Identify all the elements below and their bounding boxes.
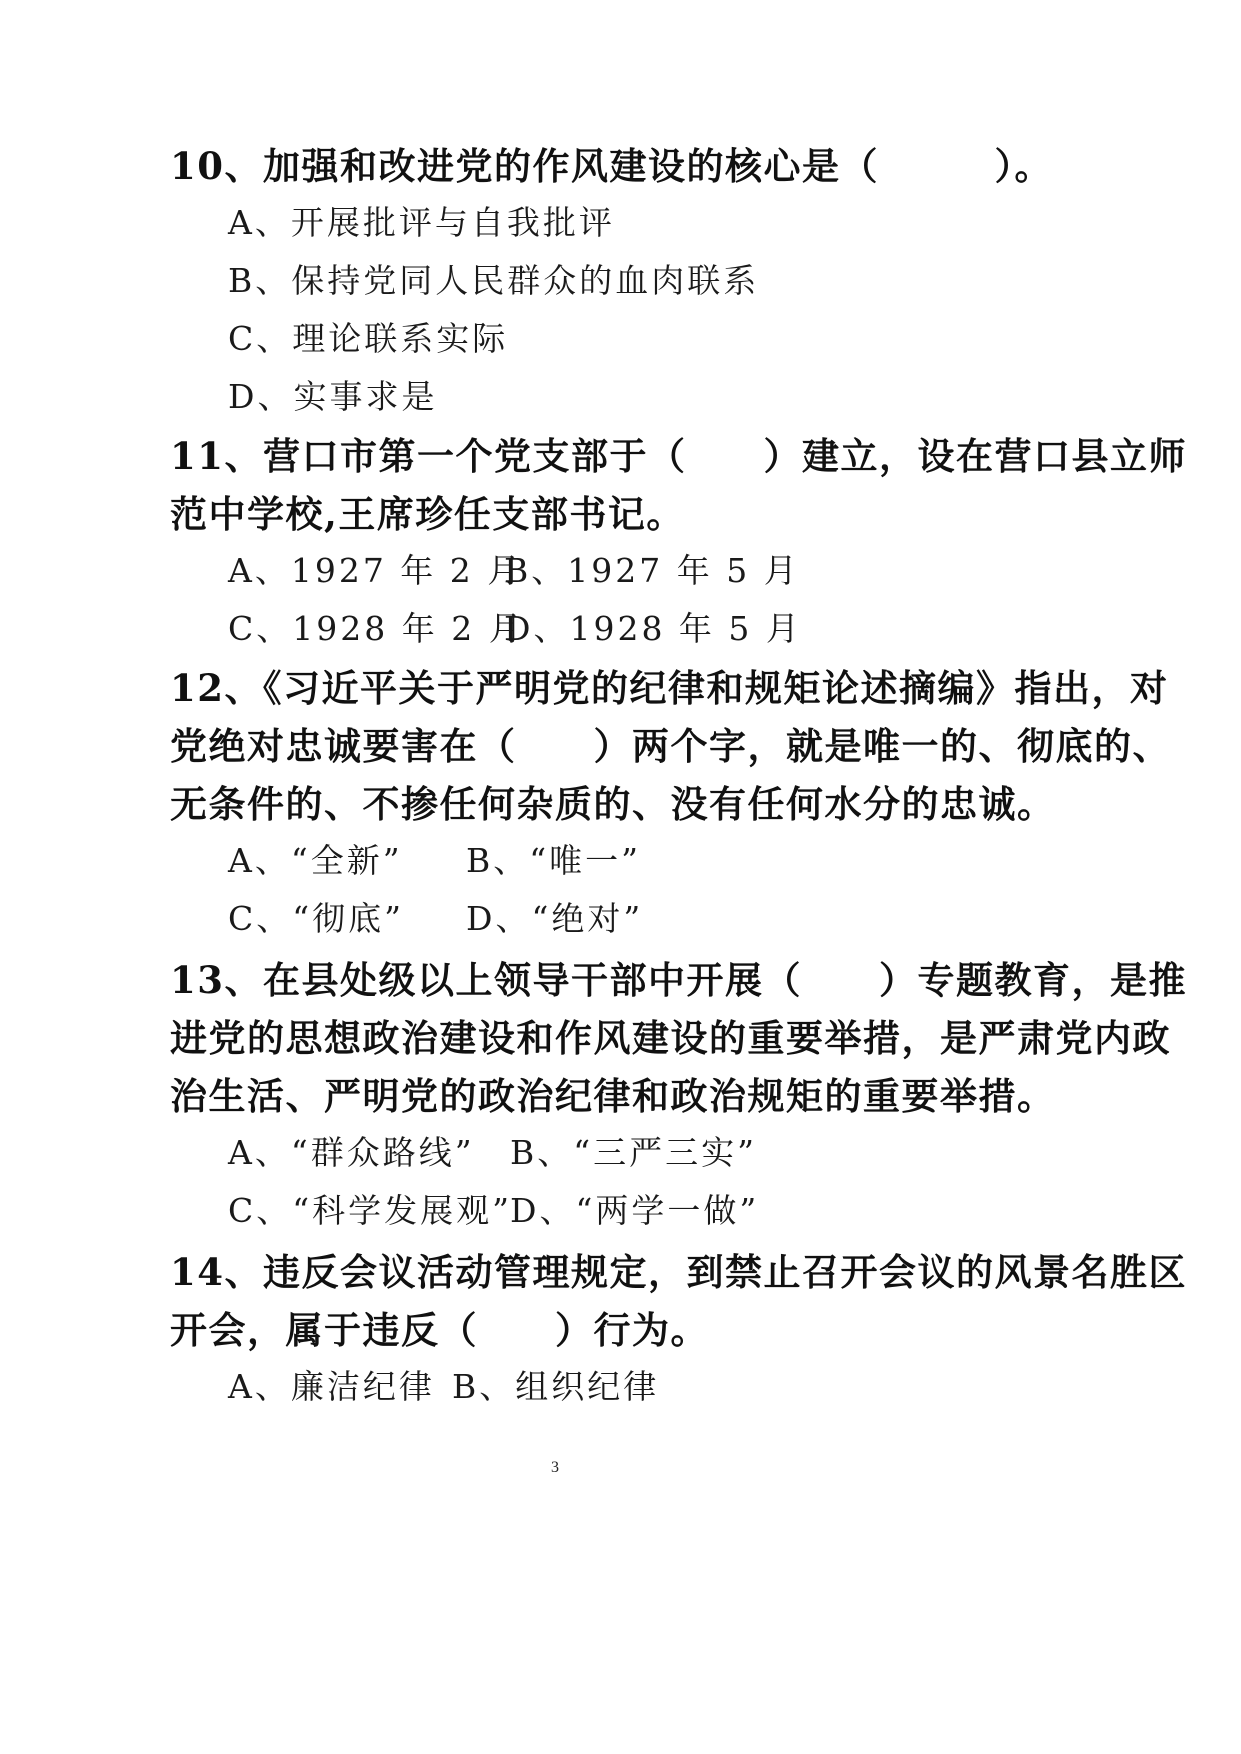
question-11-option-b: B、1927 年 5 月 bbox=[504, 551, 800, 590]
question-11-line-2: 范中学校,王席珍任支部书记。 bbox=[170, 492, 685, 536]
question-13-option-c: C、“科学发展观” bbox=[228, 1191, 512, 1230]
question-14-option-b: B、组织纪律 bbox=[452, 1367, 660, 1406]
question-10-option-d: D、实事求是 bbox=[228, 377, 438, 416]
question-12-option-d: D、“绝对” bbox=[466, 899, 644, 938]
question-13-line-1: 13、在县处级以上领导干部中开展（ ）专题教育，是推 bbox=[170, 958, 1187, 1002]
question-12-option-c: C、“彻底” bbox=[228, 899, 404, 938]
question-10-option-a: A、开展批评与自我批评 bbox=[228, 203, 615, 242]
question-13-option-b: B、“三严三实” bbox=[510, 1133, 757, 1172]
question-12-option-a: A、“全新” bbox=[228, 841, 403, 880]
question-11-option-d: D、1928 年 5 月 bbox=[504, 609, 802, 648]
question-10-line-1: 10、加强和改进党的作风建设的核心是（ ）。 bbox=[170, 144, 1053, 188]
question-11-option-c: C、1928 年 2 月 bbox=[228, 609, 525, 648]
question-12-line-2: 党绝对忠诚要害在（ ）两个字，就是唯一的、彻底的、 bbox=[170, 724, 1171, 768]
question-11-option-a: A、1927 年 2 月 bbox=[228, 551, 524, 590]
question-13-option-a: A、“群众路线” bbox=[228, 1133, 475, 1172]
question-14-line-1: 14、违反会议活动管理规定，到禁止召开会议的风景名胜区 bbox=[170, 1250, 1187, 1294]
page-number: 3 bbox=[551, 1459, 559, 1476]
question-10-option-c: C、理论联系实际 bbox=[228, 319, 509, 358]
question-13-line-3: 治生活、严明党的政治纪律和政治规矩的重要举措。 bbox=[170, 1074, 1056, 1118]
question-14-option-a: A、廉洁纪律 bbox=[228, 1367, 435, 1406]
question-13-option-d: D、“两学一做” bbox=[510, 1191, 760, 1230]
question-12-option-b: B、“唯一” bbox=[466, 841, 641, 880]
question-13-line-2: 进党的思想政治建设和作风建设的重要举措，是严肃党内政 bbox=[170, 1016, 1171, 1060]
question-14-line-2: 开会，属于违反（ ）行为。 bbox=[170, 1308, 709, 1352]
question-11-line-1: 11、营口市第一个党支部于（ ）建立，设在营口县立师 bbox=[170, 434, 1187, 478]
question-12-line-1: 12、《习近平关于严明党的纪律和规矩论述摘编》指出，对 bbox=[170, 666, 1169, 710]
question-10-option-b: B、保持党同人民群众的血肉联系 bbox=[228, 261, 760, 300]
question-12-line-3: 无条件的、不掺任何杂质的、没有任何水分的忠诚。 bbox=[170, 782, 1056, 826]
